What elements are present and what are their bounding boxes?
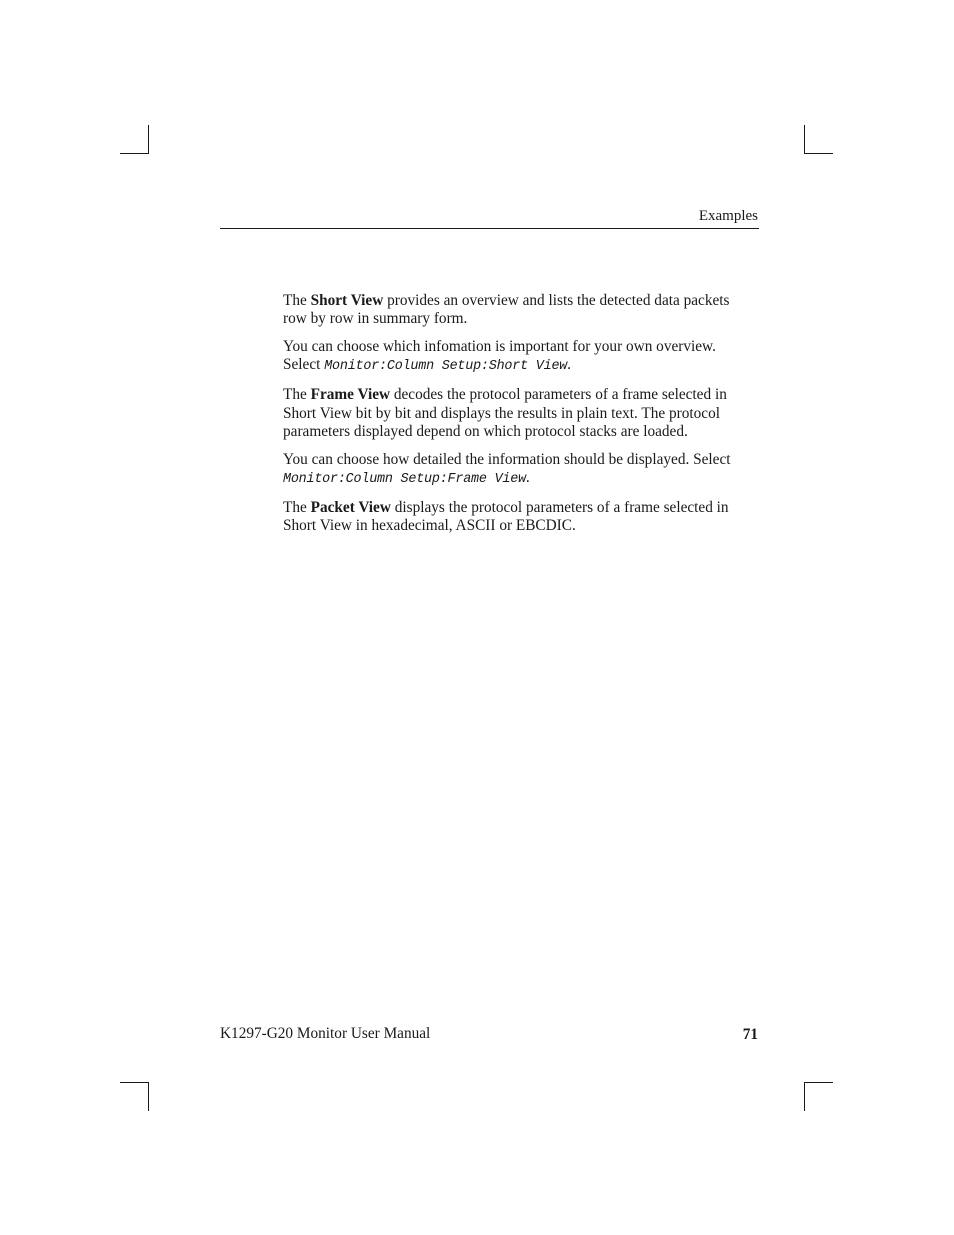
term-frame-view: Frame View [310, 386, 391, 404]
paragraph-text: . [567, 356, 571, 374]
body-text [283, 292, 753, 545]
paragraph-text: You can choose which infomation is important for your own overview. Select [283, 338, 716, 374]
crop-mark-bottom-right-vertical [804, 1082, 805, 1111]
paragraph-frame-view [283, 386, 753, 441]
menu-path-short-view: Monitor:Column Setup:Short View [324, 359, 568, 375]
paragraph-text: displays the protocol parameters of a frame selected in Short View in hexadecimal, ASCII or EBCDIC. [283, 499, 729, 535]
crop-mark-top-left-vertical [148, 125, 149, 154]
term-packet-view: Packet View [310, 499, 391, 517]
paragraph-text: decodes the protocol parameters of a frame selected in Short View bit by bit and displays the results in plain text. The protocol parameters displayed depend on which protocol stacks are loaded. [283, 386, 727, 440]
crop-mark-bottom-right-horizontal [804, 1082, 833, 1083]
paragraph-packet-view [283, 499, 753, 535]
crop-mark-bottom-left-horizontal [120, 1082, 149, 1083]
paragraph-text: The [283, 386, 311, 404]
running-head-title: Examples [698, 208, 758, 224]
paragraph-text: The [283, 499, 311, 517]
paragraph-text: provides an overview and lists the detected data packets row by row in summary form. [283, 292, 730, 328]
crop-mark-top-left-horizontal [120, 153, 149, 154]
paragraph-text: You can choose how detailed the information should be displayed. Select [283, 450, 731, 468]
paragraph-short-view [283, 292, 753, 328]
paragraph-text: The [283, 292, 311, 309]
header-rule [220, 228, 759, 229]
page-number: 71 [742, 1026, 758, 1043]
footer-manual-title: K1297-G20 Monitor User Manual [220, 1025, 431, 1042]
paragraph-frame-view-setup [283, 451, 753, 489]
crop-mark-top-right-vertical [804, 125, 805, 154]
paragraph-text: . [525, 469, 530, 487]
menu-path-frame-view: Monitor:Column Setup:Frame View [283, 472, 526, 488]
crop-mark-top-right-horizontal [804, 153, 833, 154]
crop-mark-bottom-left-vertical [148, 1082, 149, 1111]
paragraph-short-view-setup [283, 338, 753, 376]
term-short-view: Short View [310, 292, 384, 309]
